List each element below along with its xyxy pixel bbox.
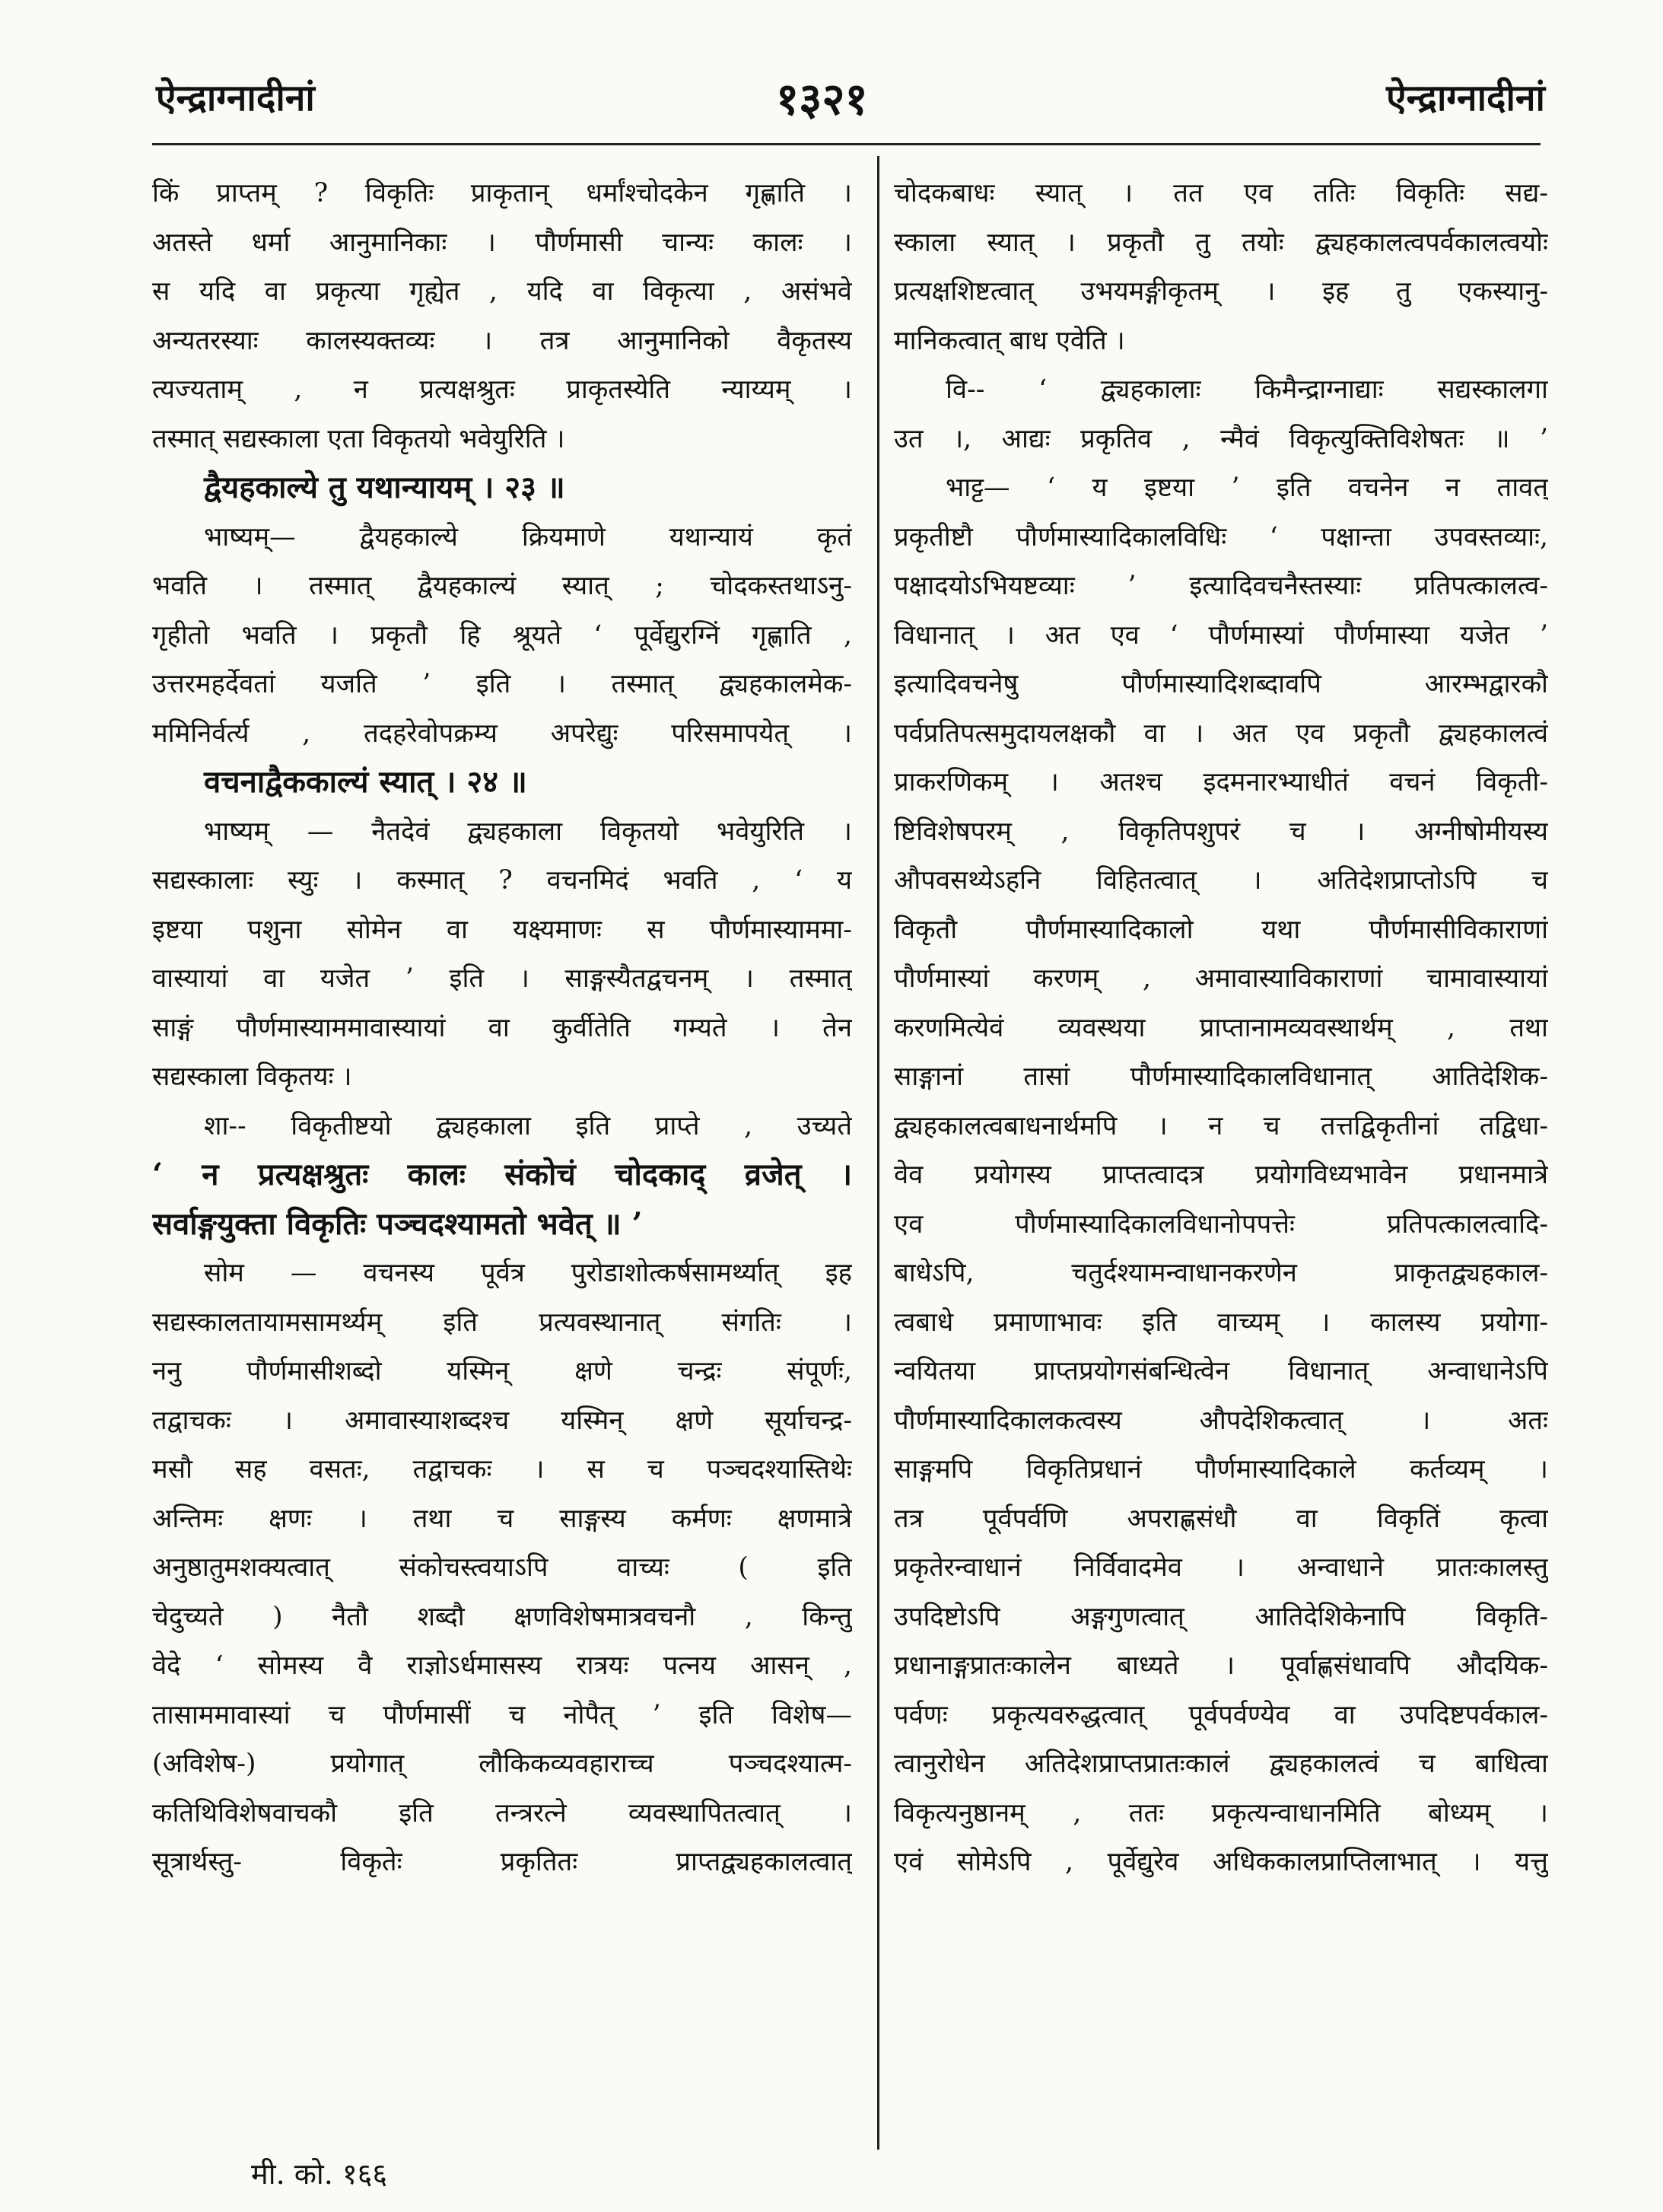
- text-line: औपवसथ्येऽहनि विहितत्वात् । अतिदेशप्राप्तोऽपि च: [894, 865, 1548, 896]
- text-line: शा-- विकृतीष्टयो द्व्यहकाला इति प्राप्ते , उच्यते: [204, 1110, 852, 1141]
- text-line: प्रत्यक्षशिष्टत्वात् उभयमङ्गीकृतम् । इह तु एकस्यानु-: [894, 276, 1548, 307]
- text-line: अन्यतरस्याः कालस्यक्तव्यः । तत्र आनुमानिको वैकृतस्य: [152, 325, 852, 356]
- text-line: भाष्यम्— द्वैयहकाल्ये क्रियमाणे यथान्यायं कृतं: [204, 521, 852, 552]
- left-column: [152, 169, 852, 1887]
- text-line: वेव प्रयोगस्य प्राप्तत्वादत्र प्रयोगविध्यभावेन प्रधानमात्रे: [894, 1160, 1548, 1190]
- text-line: विधानात् । अत एव ‘ पौर्णमास्यां पौर्णमास्या यजेत ’: [894, 619, 1548, 651]
- text-line: ममिनिर्वर्त्य , तदहरेवोपक्रम्य अपरेद्युः परिसमापयेत् ।: [152, 718, 852, 749]
- text-line: अन्तिमः क्षणः । तथा च साङ्गस्य कर्मणः क्षणमात्रे: [152, 1503, 852, 1534]
- text-line: विकृत्यनुष्ठानम् , ततः प्रकृत्यन्वाधानमिति बोध्यम् ।: [894, 1797, 1548, 1828]
- text-line: साङ्गानां तासां पौर्णमास्यादिकालविधानात् आतिदेशिक-: [894, 1061, 1548, 1092]
- text-line: सद्यस्कालतायामसामर्थ्यम् इति प्रत्यवस्थानात् संगतिः ।: [152, 1307, 852, 1338]
- text-line: एवं सोमेऽपि , पूर्वेद्युरेव अधिककालप्राप्तिलाभात् । यत्तु: [894, 1847, 1548, 1877]
- text-line: बाधेऽपि, चतुर्दश्यामन्वाधानकरणेन प्राकृतद्व्यहकाल-: [894, 1258, 1548, 1288]
- text-line: पक्षादयोऽभियष्टव्याः ’ इत्यादिवचनैस्तस्याः प्रतिपत्कालत्व-: [894, 571, 1548, 601]
- text-line: अतस्ते धर्मा आनुमानिकाः । पौर्णमासी चान्यः कालः ।: [152, 227, 852, 258]
- text-line: इत्यादिवचनेषु पौर्णमास्यादिशब्दावपि आरम्भद्वारकौ: [894, 669, 1548, 699]
- text-line: वेदे ‘ सोमस्य वै राज्ञोऽर्धमासस्य रात्रयः पत्नय आसन् ,: [152, 1650, 852, 1681]
- text-line: त्वबाधे प्रमाणाभावः इति वाच्यम् । कालस्य प्रयोगा-: [894, 1307, 1548, 1338]
- text-line: गृहीतो भवति । प्रकृतौ हि श्रूयते ‘ पूर्वेद्युरग्निं गृह्णाति ,: [152, 619, 852, 651]
- page-number: १३२१: [776, 73, 868, 125]
- text-line: चोदकबाधः स्यात् । तत एव ततिः विकृतिः सद्य-: [894, 178, 1548, 208]
- text-line: कतिथिविशेषवाचकौ इति तन्त्ररत्ने व्यवस्थापितत्वात् ।: [152, 1797, 852, 1828]
- text-line: मसौ सह वसतः, तद्वाचकः । स च पञ्चदश्यास्तिथेः: [152, 1454, 852, 1485]
- text-line: सूत्रार्थस्तु- विकृतेः प्रकृतितः प्राप्तद्व्यहकालत्वात्: [152, 1847, 852, 1877]
- text-line: तत्र पूर्वपर्वणि अपराह्णसंधौ वा विकृतिं कृत्वा: [894, 1503, 1548, 1534]
- text-line: वि-- ‘ द्व्यहकालाः किमैन्द्राग्नाद्याः सद्यस्कालगा: [946, 374, 1548, 405]
- text-line: द्वैयहकाल्ये तु यथान्यायम् । २३ ॥: [204, 469, 565, 505]
- text-line: ष्टिविशेषपरम् , विकृतिपशुपरं च । अग्नीषोमीयस्य: [894, 816, 1548, 847]
- text-line: प्रधानाङ्गप्रातःकालेन बाध्यते । पूर्वाह्णसंधावपि औदयिक-: [894, 1650, 1548, 1681]
- text-line: तद्वाचकः । अमावास्याशब्दश्च यस्मिन् क्षणे सूर्याचन्द्र-: [152, 1405, 852, 1436]
- text-line: मानिकत्वात् बाध एवेति ।: [894, 325, 1125, 356]
- text-line: वचनाद्वैककाल्यं स्यात् । २४ ॥: [204, 764, 527, 800]
- text-line: साङ्गं पौर्णमास्याममावास्यायां वा कुर्वीतेति गम्यते । तेन: [152, 1012, 852, 1043]
- text-line: इष्टया पशुना सोमेन वा यक्ष्यमाणः स पौर्णमास्याममा-: [152, 914, 852, 945]
- text-line: प्रकृतीष्टौ पौर्णमास्यादिकालविधिः ‘ पक्षान्ता उपवस्तव्याः,: [894, 521, 1548, 552]
- column-divider: [877, 156, 879, 2150]
- text-line: भवति । तस्मात् द्वैयहकाल्यं स्यात् ; चोदकस्तथाऽनु-: [152, 571, 852, 601]
- text-line: भाट्ट— ‘ य इष्टया ’ इति वचनेन न तावत्: [946, 473, 1548, 503]
- text-line: स्काला स्यात् । प्रकृतौ तु तयोः द्व्यहकालत्वपर्वकालत्वयोः: [894, 227, 1548, 258]
- right-column: [894, 169, 1548, 1887]
- text-line: उत्तरमहर्देवतां यजति ’ इति । तस्मात् द्व्यहकालमेक-: [152, 669, 852, 699]
- text-line: अनुष्ठातुमशक्यत्वात् संकोचस्त्वयाऽपि वाच्यः ( इति: [152, 1552, 852, 1583]
- running-title-right: ऐन्द्राग्नादीनां: [1386, 77, 1545, 119]
- running-title-left: ऐन्द्राग्नादीनां: [156, 77, 315, 119]
- text-line: करणमित्येवं व्यवस्थया प्राप्तानामव्यवस्थार्थम् , तथा: [894, 1012, 1548, 1043]
- page-header: [0, 0, 1663, 145]
- text-line: प्राकरणिकम् । अतश्च इदमनारभ्याधीतं वचनं विकृती-: [894, 767, 1548, 797]
- text-line: साङ्गमपि विकृतिप्रधानं पौर्णमास्यादिकाले कर्तव्यम् ।: [894, 1454, 1548, 1485]
- text-line: सोम — वचनस्य पूर्वत्र पुरोडाशोत्कर्षसामर्थ्यात् इह: [204, 1258, 852, 1288]
- text-line: विकृतौ पौर्णमास्यादिकालो यथा पौर्णमासीविकाराणां: [894, 914, 1548, 945]
- text-line: ‘ न प्रत्यक्षश्रुतः कालः संकोचं चोदकाद् व्रजेत् ।: [152, 1157, 852, 1192]
- text-line: ननु पौर्णमासीशब्दो यस्मिन् क्षणे चन्द्रः संपूर्णः,: [152, 1356, 852, 1386]
- text-line: सद्यस्काला विकृतयः ।: [152, 1061, 352, 1092]
- text-line: तासाममावास्यां च पौर्णमासीं च नोपैत् ’ इति विशेष—: [152, 1699, 852, 1730]
- text-line: (अविशेष-) प्रयोगात् लौकिकव्यवहाराच्च पञ्चदश्यात्म-: [152, 1749, 852, 1779]
- text-line: किं प्राप्तम् ? विकृतिः प्राकृतान् धर्मांश्चोदकेन गृह्णाति ।: [152, 178, 852, 208]
- text-line: पर्वप्रतिपत्समुदायलक्षकौ वा । अत एव प्रकृतौ द्व्यहकालत्वं: [894, 718, 1548, 749]
- footer-signature: मी. को. १६६: [251, 2157, 388, 2191]
- text-line: सर्वाङ्गयुक्ता विकृतिः पञ्चदश्यामतो भवेत् ॥ ’: [152, 1205, 643, 1242]
- text-line: उत ।, आद्यः प्रकृतिव , न्मैवं विकृत्युक्तिविशेषतः ॥ ’: [894, 423, 1548, 454]
- text-line: वास्यायां वा यजेत ’ इति । साङ्गस्यैतद्वचनम् । तस्मात्: [152, 963, 852, 994]
- text-line: पौर्णमास्यादिकालकत्वस्य औपदेशिकत्वात् । अतः: [894, 1405, 1548, 1436]
- text-line: भाष्यम् — नैतदेवं द्व्यहकाला विकृतयो भवेयुरिति ।: [204, 816, 852, 847]
- text-line: स यदि वा प्रकृत्या गृह्येत , यदि वा विकृत्या , असंभवे: [152, 276, 852, 307]
- text-line: एव पौर्णमास्यादिकालविधानोपपत्तेः प्रतिपत्कालत्वादि-: [894, 1208, 1548, 1240]
- text-line: प्रकृतेरन्वाधानं निर्विवादमेव । अन्वाधाने प्रातःकालस्तु: [894, 1552, 1548, 1583]
- text-line: पौर्णमास्यां करणम् , अमावास्याविकाराणां चामावास्यायां: [894, 963, 1548, 994]
- text-line: द्व्यहकालत्वबाधनार्थमपि । न च तत्तद्विकृतीनां तद्विधा-: [894, 1110, 1548, 1141]
- text-line: सद्यस्कालाः स्युः । कस्मात् ? वचनमिदं भवति , ‘ य: [152, 865, 852, 896]
- header-rule: [152, 143, 1541, 145]
- text-line: तस्मात् सद्यस्काला एता विकृतयो भवेयुरिति ।: [152, 423, 565, 454]
- text-line: त्वानुरोधेन अतिदेशप्राप्तप्रातःकालं द्व्यहकालत्वं च बाधित्वा: [894, 1749, 1548, 1779]
- text-line: त्यज्यताम् , न प्रत्यक्षश्रुतः प्राकृतस्येति न्याय्यम् ।: [152, 374, 852, 405]
- text-line: न्वयितया प्राप्तप्रयोगसंबन्धित्वेन विधानात् अन्वाधानेऽपि: [894, 1356, 1548, 1386]
- text-line: पर्वणः प्रकृत्यवरुद्धत्वात् पूर्वपर्वण्येव वा उपदिष्टपर्वकाल-: [894, 1699, 1548, 1730]
- text-line: उपदिष्टोऽपि अङ्गगुणत्वात् आतिदेशिकेनापि विकृति-: [894, 1601, 1548, 1632]
- text-line: चेदुच्यते ) नैतौ शब्दौ क्षणविशेषमात्रवचनौ , किन्तु: [152, 1601, 852, 1632]
